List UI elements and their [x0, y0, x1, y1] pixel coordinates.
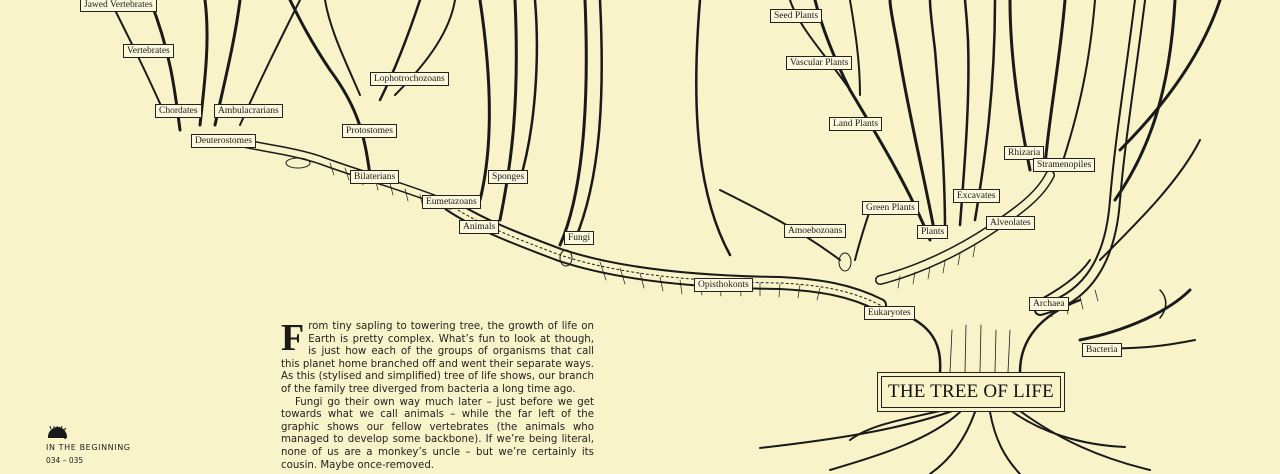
- label-bilaterians: Bilaterians: [350, 170, 399, 184]
- article-paragraph-1: [281, 317, 594, 397]
- label-sponges: Sponges: [488, 170, 528, 184]
- section-name: IN THE BEGINNING: [46, 443, 131, 452]
- page-title: THE TREE OF LIFE: [888, 381, 1054, 402]
- label-excavates: Excavates: [953, 189, 1000, 203]
- label-lophotrochozoans: Lophotrochozoans: [370, 72, 449, 86]
- article-body: [281, 317, 594, 472]
- label-amoebozoans: Amoebozoans: [784, 224, 846, 238]
- article-paragraph-2: Fungi go their own way much later – just before we get towards what we call animals – while the far left of the graphic shows our fellow vertebrates (the animals who managed to develop some backbone). If we’re being literal, none of us are a monkey’s uncle – but we’re certainly its cousin. Maybe once-removed.: [281, 396, 594, 471]
- label-fungi: Fungi: [564, 231, 594, 245]
- label-vascular-plants: Vascular Plants: [786, 56, 852, 70]
- label-chordates: Chordates: [155, 104, 202, 118]
- label-deuterostomes: Deuterostomes: [191, 134, 256, 148]
- label-eukaryotes: Eukaryotes: [864, 306, 915, 320]
- label-plants: Plants: [917, 225, 948, 239]
- label-jawed-vertebrates: Jawed Vertebrates: [80, 0, 157, 12]
- label-green-plants: Green Plants: [862, 201, 919, 215]
- label-land-plants: Land Plants: [829, 117, 882, 131]
- drop-cap: F: [281, 317, 305, 359]
- label-rhizaria: Rhizaria: [1004, 146, 1044, 160]
- label-alveolates: Alveolates: [986, 216, 1035, 230]
- label-animals: Animals: [459, 220, 499, 234]
- label-eumetazoans: Eumetazoans: [422, 195, 481, 209]
- label-vertebrates: Vertebrates: [123, 44, 174, 58]
- article-paragraph-1-text: rom tiny sapling to towering tree, the growth of life on Earth is pretty complex. What’s fun to look at though, is just how each of the groups of organisms that call this planet home branched off and went their separate ways. As this (stylised and simplified) tree of life shows, our branch of the family tree diverged from bacteria a long time ago.: [281, 321, 594, 395]
- label-archaea: Archaea: [1029, 297, 1069, 311]
- label-protostomes: Protostomes: [342, 124, 397, 138]
- label-stramenopiles: Stramenopiles: [1033, 158, 1095, 172]
- title-plate: [877, 372, 1065, 412]
- hedgehog-icon: [46, 426, 68, 440]
- label-seed-plants: Seed Plants: [770, 9, 822, 23]
- label-bacteria: Bacteria: [1082, 343, 1122, 357]
- label-opisthokonts: Opisthokonts: [694, 278, 753, 292]
- page-numbers: 034 – 035: [46, 456, 84, 465]
- label-ambulacrarians: Ambulacrarians: [214, 104, 283, 118]
